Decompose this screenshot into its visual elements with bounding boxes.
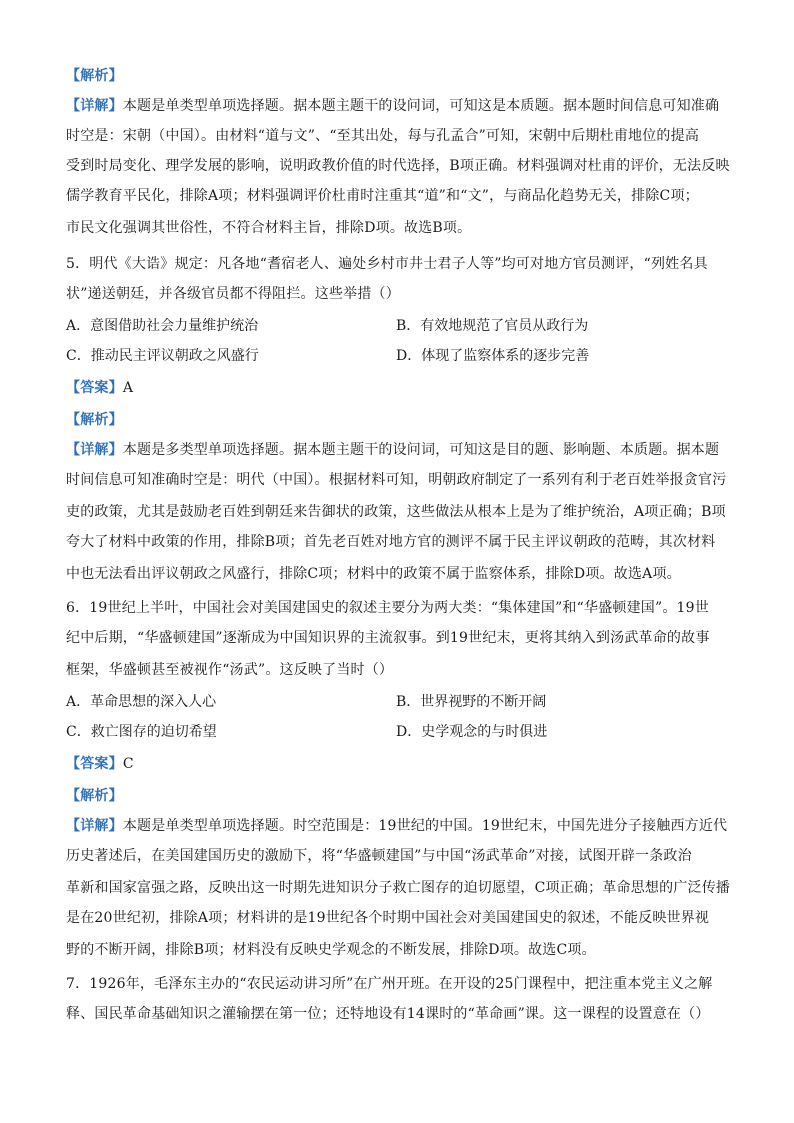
answer-line [66, 754, 134, 774]
option-d: D．史学观念的与时俱进 [396, 724, 548, 740]
explanation-line: 【详解】本题是单类型单项选择题。时空范围是：19世纪的中国。19世纪末，中国先进分子接触西方近代 [66, 818, 728, 834]
question-5-line: 状”递送朝廷，并各级官员都不得阻拦。这些举措（） [66, 286, 400, 302]
explanation-line: 【详解】本题是单类型单项选择题。据本题主题干的设问词，可知这是本质题。据本题时间信息可知准确 [66, 98, 720, 114]
explanation-line: 吏的政策，尤其是鼓励老百姓到朝廷来告御状的政策，这些做法从根本上是为了维护统治，A项正确；B项 [66, 504, 726, 520]
answer-tag: 【答案】 [66, 380, 123, 396]
explanation-line: 中也无法看出评议朝政之风盛行，排除C项；材料中的政策不属于监察体系，排除D项。故选A项。 [66, 566, 681, 582]
option-a: A．革命思想的深入人心 [66, 694, 217, 710]
explanation-line: 历史著述后，在美国建国历史的激励下，将“华盛顿建国”与中国“汤武革命”对接，试图开辟一条政治 [66, 848, 692, 864]
option-b: B．有效地规范了官员从政行为 [396, 318, 589, 334]
question-7-line: 7．1926年，毛泽东主办的“农民运动讲习所”在广州开班。在开设的25门课程中，把注重本党主义之解 [66, 976, 713, 992]
explanation-line: 时间信息可知准确时空是：明代（中国）。根据材料可知，明朝政府制定了一系列有利于老百姓举报贪官污 [66, 472, 727, 488]
option-c: C．推动民主评议朝政之风盛行 [66, 348, 259, 364]
answer-value: C [122, 756, 134, 772]
explanation-line: 儒学教育平民化，排除A项；材料强调评价杜甫时注重其“道”和“文”，与商品化趋势无关，排除C项； [66, 188, 699, 204]
answer-tag: 【答案】 [66, 756, 123, 772]
explanation-line: 时空是：宋朝（中国）。由材料“道与文”、“至其出处，每与孔孟合”可知，宋朝中后期杜甫地位的提高 [66, 128, 700, 144]
explanation-line: 【详解】本题是多类型单项选择题。据本题主题干的设问词，可知这是目的题、影响题、本质题。据本题 [66, 442, 720, 458]
explanation-line: 受到时局变化、理学发展的影响，说明政教价值的时代选择，B项正确。材料强调对杜甫的评价，无法反映 [66, 158, 730, 174]
option-b: B．世界视野的不断开阔 [396, 694, 547, 710]
question-6-line: 纪中后期，“华盛顿建国”逐渐成为中国知识界的主流叙事。到19世纪末，更将其纳入到汤武革命的故事 [66, 630, 710, 646]
question-7-line: 释、国民革命基础知识之灌输摆在第一位；还特地设有14课时的“革命画”课。这一课程的设置意在（） [66, 1006, 710, 1022]
explanation-line: 革新和国家富强之路，反映出这一时期先进知识分子救亡图存的迫切愿望，C项正确；革命思想的广泛传播 [66, 880, 731, 896]
analysis-tag: 【解析】 [66, 788, 123, 804]
detail-tag: 【详解】 [66, 818, 123, 834]
option-d: D．体现了监察体系的逐步完善 [396, 348, 590, 364]
explanation-line: 夸大了材料中政策的作用，排除B项；首先老百姓对地方官的测评不属于民主评议朝政的范畴，其次材料 [66, 534, 716, 550]
explanation-line: 是在20世纪初，排除A项；材料讲的是19世纪各个时期中国社会对美国建国史的叙述，不能反映世界视 [66, 910, 710, 926]
question-5-line: 5．明代《大诰》规定：凡各地“耆宿老人、遍处乡村市井士君子人等”均可对地方官员测评，“列姓名具 [66, 256, 708, 272]
option-a: A．意图借助社会力量维护统治 [66, 318, 259, 334]
explanation-line: 市民文化强调其世俗性，不符合材料主旨，排除D项。故选B项。 [66, 220, 472, 236]
question-6-line: 6．19世纪上半叶，中国社会对美国建国史的叙述主要分为两大类：“集体建国”和“华盛顿建国”。19世 [66, 600, 709, 616]
option-c: C．救亡图存的迫切希望 [66, 724, 217, 740]
detail-tag: 【详解】 [66, 98, 123, 114]
detail-tag: 【详解】 [66, 442, 123, 458]
analysis-tag: 【解析】 [66, 68, 123, 84]
answer-line [66, 378, 133, 398]
explanation-line: 野的不断开阔，排除B项；材料没有反映史学观念的不断发展，排除D项。故选C项。 [66, 942, 596, 958]
analysis-tag: 【解析】 [66, 412, 123, 428]
answer-value: A [122, 380, 134, 396]
question-6-line: 框架，华盛顿甚至被视作“汤武”。这反映了当时（） [66, 662, 394, 678]
